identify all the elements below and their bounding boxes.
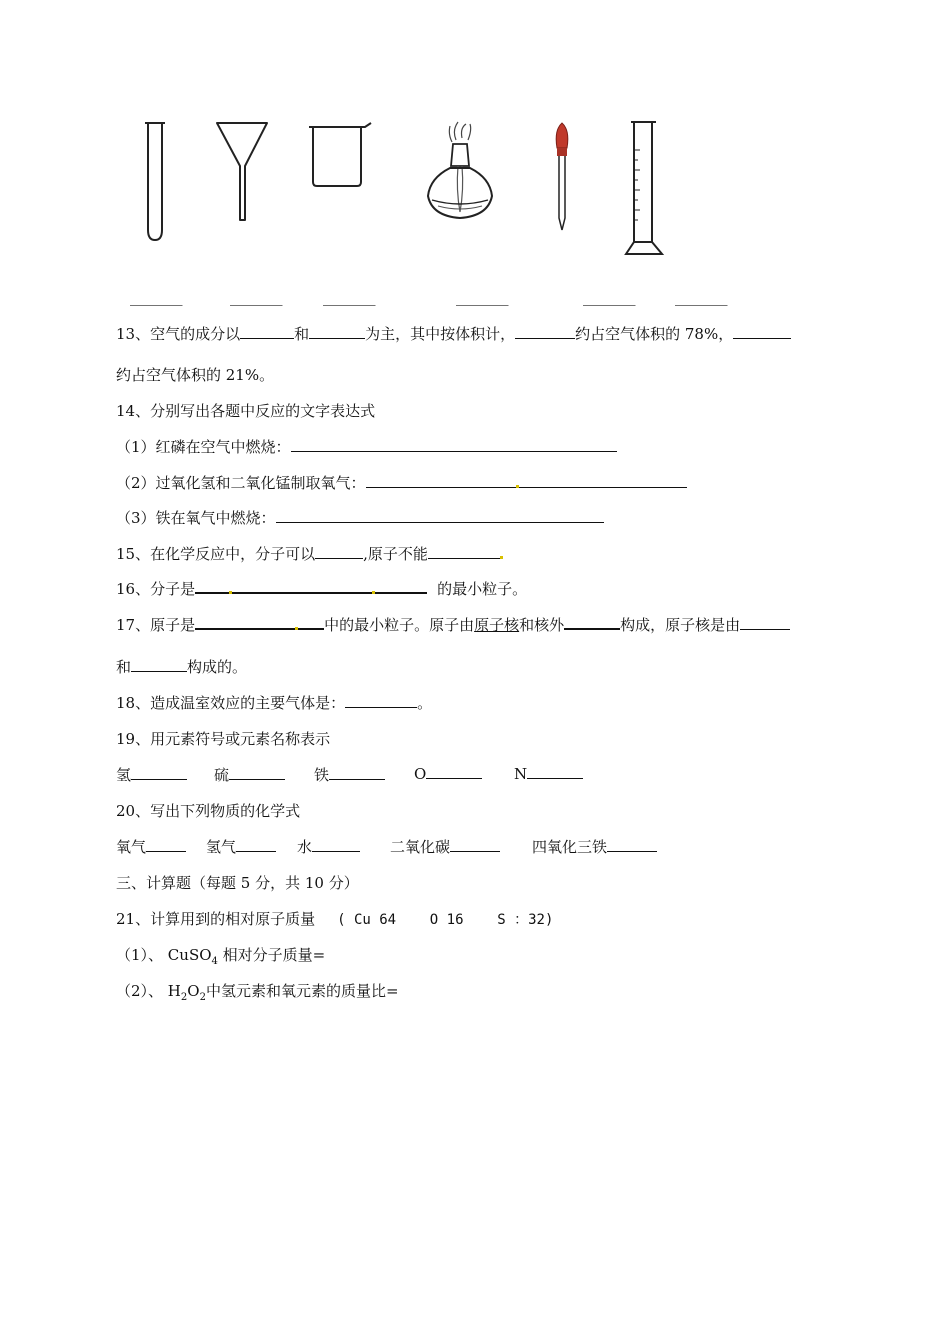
element-item: 铁: [314, 764, 385, 785]
answer-blank[interactable]: [195, 614, 295, 630]
formula-item: 水: [297, 836, 360, 857]
element-item: 氢: [116, 764, 187, 785]
question-14-3: （3）铁在氧气中燃烧：: [116, 507, 604, 528]
answer-blank[interactable]: [450, 837, 500, 852]
answer-blank[interactable]: [146, 837, 186, 852]
answer-blank[interactable]: [428, 544, 500, 559]
formula-item: 四氧化三铁: [532, 836, 657, 857]
question-19-title: 19、用元素符号或元素名称表示: [116, 730, 331, 748]
answer-blank[interactable]: [236, 837, 276, 852]
answer-blank[interactable]: [240, 324, 294, 339]
question-21-2: （2）、 $H_2O_2$中氢元素和氧元素的质量比=: [116, 982, 399, 1003]
beaker-drawing: [305, 120, 375, 195]
apparatus-blank-2[interactable]: _______: [230, 288, 283, 306]
dropper-drawing: [548, 120, 578, 235]
answer-blank[interactable]: [131, 765, 187, 780]
formula-item: 二氧化碳: [390, 836, 500, 857]
formula-item: 氢气: [206, 836, 276, 857]
apparatus-blank-3[interactable]: _______: [323, 288, 376, 306]
answer-blank[interactable]: [607, 837, 657, 852]
answer-blank[interactable]: [740, 615, 790, 630]
apparatus-blank-6[interactable]: _______: [675, 288, 728, 306]
answer-blank[interactable]: [366, 473, 516, 488]
apparatus-blank-4[interactable]: _______: [456, 288, 509, 306]
graduated-cylinder-drawing: [622, 118, 672, 258]
answer-blank[interactable]: [131, 657, 187, 672]
answer-blank[interactable]: [229, 765, 285, 780]
section-3-heading: 三、计算题（每题 5 分，共 10 分）: [116, 874, 359, 892]
question-18: 18、造成温室效应的主要气体是： 。: [116, 694, 433, 712]
answer-blank[interactable]: [527, 764, 583, 779]
answer-blank[interactable]: [232, 578, 372, 594]
question-14-2: （2）过氧化氢和二氧化锰制取氧气：: [116, 472, 687, 493]
question-16: 16、分子是 的最小粒子。: [116, 580, 528, 598]
answer-blank[interactable]: [276, 508, 604, 523]
question-21: 21、计算用到的相对原子质量 ( Cu 64 O 16 S ：32): [116, 910, 554, 928]
question-14-title: 14、分别写出各题中反应的文字表达式: [116, 402, 376, 420]
answer-blank[interactable]: [426, 764, 482, 779]
element-item: N: [514, 764, 583, 783]
element-item: O: [414, 764, 482, 783]
question-17: 17、原子是 中的最小粒子。原子由原子核和核外 构成，原子核是由: [116, 614, 790, 635]
question-13-cont: 约占空气体积的 21%。: [116, 366, 275, 384]
answer-blank[interactable]: [195, 578, 229, 594]
question-15: 15、在化学反应中，分子可以 ,原子不能: [116, 543, 503, 564]
test-tube-drawing: [140, 118, 180, 248]
apparatus-blank-5[interactable]: _______: [583, 288, 636, 306]
answer-blank[interactable]: [345, 693, 417, 708]
question-13: 13、空气的成分以 和 为主，其中按体积计， 约占空气体积的 78%，: [116, 323, 791, 344]
answer-blank[interactable]: [515, 324, 575, 339]
question-17-cont: 和 构成的。: [116, 658, 248, 676]
answer-blank[interactable]: [329, 765, 385, 780]
answer-blank[interactable]: [315, 544, 363, 559]
formula-item: 氧气: [116, 836, 186, 857]
answer-blank[interactable]: [298, 614, 324, 630]
atomic-masses: ( Cu 64 O 16 S ：32): [337, 912, 554, 928]
answer-blank[interactable]: [519, 473, 687, 488]
question-14-1: （1）红磷在空气中燃烧：: [116, 436, 617, 457]
question-21-1: （1）、 CuSO$_4$ 相对分子质量=: [116, 946, 326, 967]
answer-blank[interactable]: [291, 437, 617, 452]
funnel-drawing: [212, 118, 272, 228]
answer-blank[interactable]: [564, 614, 620, 630]
answer-blank[interactable]: [309, 324, 365, 339]
answer-blank[interactable]: [375, 578, 427, 594]
answer-blank[interactable]: [733, 324, 791, 339]
alcohol-lamp-drawing: [420, 120, 500, 225]
apparatus-blank-1[interactable]: _______: [130, 288, 183, 306]
answer-blank[interactable]: [312, 837, 360, 852]
element-item: 硫: [214, 764, 285, 785]
question-20-title: 20、写出下列物质的化学式: [116, 802, 301, 820]
mark-dot: [500, 556, 503, 559]
